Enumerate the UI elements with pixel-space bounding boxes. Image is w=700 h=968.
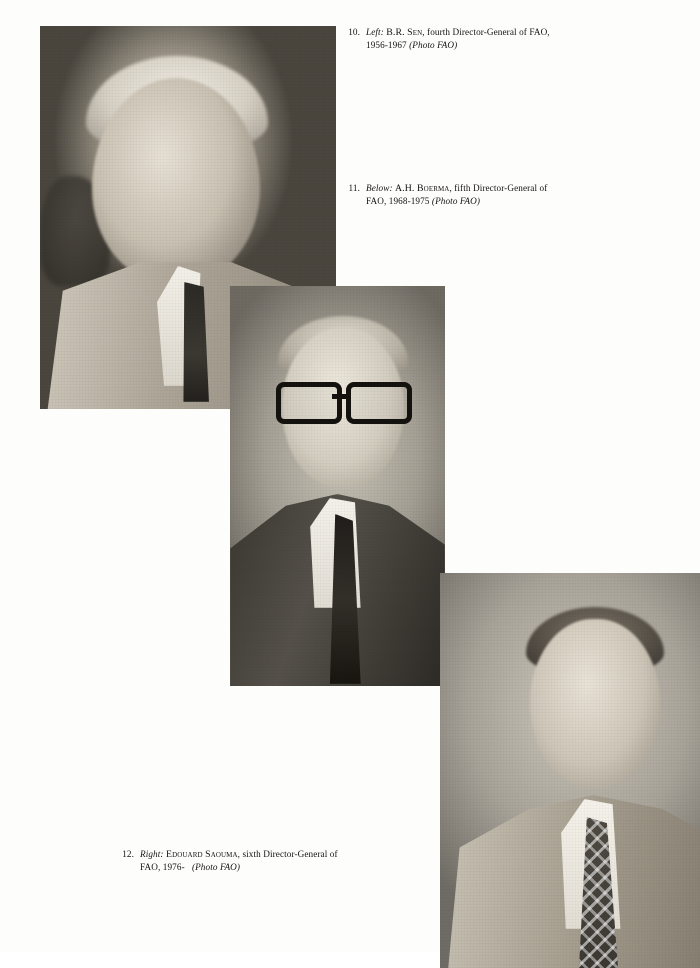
caption-10-name: B.R. Sen [386, 27, 423, 38]
caption-11 [344, 182, 594, 208]
caption-11-line-1 [366, 182, 594, 195]
film-grain-overlay [230, 286, 445, 686]
caption-10-line1-rest: , fourth Director-General of FAO, [422, 27, 550, 37]
caption-12-line-2 [140, 861, 368, 873]
caption-10-line-1 [366, 26, 594, 39]
caption-11-credit: (Photo FAO) [431, 196, 481, 207]
caption-10-credit: (Photo FAO) [409, 40, 458, 51]
caption-12-position-word: Right: [140, 849, 164, 859]
caption-12-line-1 [140, 848, 368, 861]
caption-11-body [366, 182, 594, 208]
caption-10 [344, 26, 594, 52]
caption-11-position-word: Below: [366, 183, 393, 193]
film-grain-overlay [440, 573, 700, 968]
caption-10-line-2 [366, 39, 594, 51]
photo-edouard-saouma [440, 573, 700, 968]
caption-12-years: FAO, 1976- [140, 862, 185, 873]
photo-ah-boerma [230, 286, 445, 686]
caption-11-years: FAO, 1968-1975 [366, 196, 430, 207]
caption-12-credit: (Photo FAO) [191, 862, 241, 873]
caption-12-number: 12. [122, 849, 134, 859]
caption-12 [118, 848, 368, 874]
caption-12-body [140, 848, 368, 874]
caption-11-number: 11. [348, 183, 360, 193]
caption-11-name: A.H. Boerma [395, 183, 450, 194]
caption-11-line-2 [366, 195, 594, 207]
caption-10-years: 1956-1967 [366, 40, 407, 51]
caption-12-line1-rest: , sixth Director-General of [237, 849, 338, 859]
caption-10-body [366, 26, 594, 52]
caption-12-name: Edouard Saouma [165, 849, 238, 860]
caption-11-line1-rest: , fifth Director-General of [449, 183, 548, 193]
caption-10-number: 10. [348, 27, 360, 37]
caption-10-position-word: Left: [366, 27, 384, 37]
